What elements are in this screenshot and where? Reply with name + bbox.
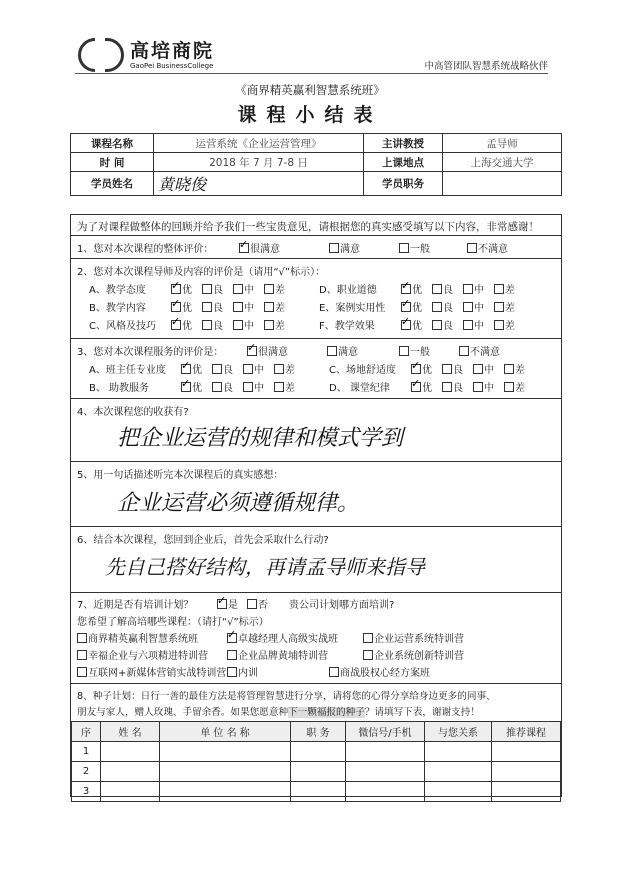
checkbox[interactable] [77, 650, 87, 660]
q1-opt-satisfied[interactable] [329, 240, 360, 255]
course-option[interactable] [227, 647, 328, 662]
logo [78, 38, 214, 72]
q1-text: 1、您对本次课程的整体评价： [77, 244, 214, 255]
checkbox[interactable] [202, 320, 212, 330]
checkbox-checked[interactable] [171, 302, 181, 312]
logo-name-en: GaoPei BusinessCollege [130, 61, 214, 70]
course-option-label: 幸福企业与六项精进特训营 [88, 651, 208, 662]
q3-row-d: D、 课堂纪律✓ 优 良 中 差 [329, 379, 525, 394]
course-option[interactable] [227, 664, 258, 679]
table-row [72, 742, 561, 762]
checkbox[interactable] [233, 320, 243, 330]
q2-row-f: F、教学效果✓ 优 良 中 差 [319, 317, 515, 332]
q7-sub: 您希望了解高培哪些课程：（请打“√”标示） [77, 617, 269, 628]
q2-text: 2、您对本次课程导师及内容的评价是（请用“√”标示）： [77, 267, 326, 278]
course-option-label: 内训 [238, 668, 258, 679]
q7-plan-text: 贵公司计划哪方面培训? [289, 600, 395, 611]
seed-col-header: 姓 名 [101, 722, 160, 742]
checkbox[interactable] [247, 599, 257, 609]
header-divider [75, 73, 548, 74]
time-label: 时 间 [71, 153, 154, 172]
q3-item-label: B、 助教服务 [89, 383, 150, 394]
q3-item-label: D、 课堂纪律 [329, 383, 390, 394]
q2-item-label: F、教学效果 [319, 321, 375, 332]
section-divider [71, 461, 561, 462]
checkbox[interactable] [473, 382, 483, 392]
q2-row-c: C、风格及技巧✓ 优 良 中 差 [89, 317, 285, 332]
q3-opt-label: 很满意 [258, 347, 288, 358]
table-row [72, 782, 561, 802]
seed-col-header: 职 务 [291, 722, 346, 742]
q7-text: 7、近期是否有培训计划？ [77, 600, 194, 611]
q1-opt-label: 满意 [340, 244, 360, 255]
checkbox[interactable] [399, 243, 409, 253]
course-option-label: 企业品牌黄埔特训营 [238, 651, 328, 662]
checkbox-checked[interactable] [411, 364, 421, 374]
course-option-label: 企业运营系统特训营 [374, 634, 464, 645]
student-name-label: 学员姓名 [71, 172, 154, 196]
checkbox[interactable] [274, 382, 284, 392]
course-option[interactable] [329, 664, 430, 679]
logo-name-cn: 高培商院 [130, 39, 215, 62]
q8-text-line1: 8、种子计划：日行一善的最佳方法是将管理智慧进行分享，请将您的心得分享给身边更多的同事、 [77, 691, 496, 702]
course-option[interactable] [363, 647, 464, 662]
q5-text: 5、用一句话描述听完本次课程后的真实感想： [77, 470, 284, 481]
q3-row-a: A、班主任专业度✓ 优 良 中 差 [89, 361, 295, 376]
q1-opt-label: 一般 [410, 244, 430, 255]
course-option-label: 企业系统创新特训营 [374, 651, 464, 662]
checkbox[interactable] [212, 364, 222, 374]
checkbox-checked[interactable] [401, 302, 411, 312]
course-option[interactable] [77, 647, 208, 662]
checkbox[interactable] [432, 302, 442, 312]
q1-opt-unsatisfied[interactable] [467, 240, 508, 255]
course-label: 课程名称 [71, 134, 154, 153]
seed-plan-table [71, 721, 561, 802]
q3-item-label: A、班主任专业度 [89, 365, 166, 376]
checkbox[interactable] [463, 284, 473, 294]
q3-opt-label: 不满意 [470, 347, 500, 358]
q1-opt-normal[interactable] [399, 240, 430, 255]
q3-opt-very[interactable] [247, 343, 288, 358]
q6-text: 6、结合本次课程，您回到企业后，首先会采取什么行动? [77, 535, 329, 546]
section-divider [71, 258, 561, 259]
course-option[interactable] [77, 630, 198, 645]
checkbox[interactable] [494, 284, 504, 294]
checkbox[interactable] [233, 302, 243, 312]
q3-text: 3、您对本次课程服务的评价是： [77, 347, 224, 358]
q4-answer[interactable]: 把企业运营的规律和模式学到 [117, 426, 404, 451]
q3-opt-label: 一般 [410, 347, 430, 358]
q2-item-label: D、职业道德 [319, 285, 377, 296]
checkbox-checked[interactable] [217, 599, 227, 609]
checkbox[interactable] [327, 346, 337, 356]
q1-opt-very[interactable] [239, 240, 280, 255]
q2-row-b: B、教学内容✓ 优 良 中 差 [89, 299, 285, 314]
student-name-value[interactable]: 黄晓俊 [154, 172, 364, 196]
q2-item-label: E、案例实用性 [319, 303, 386, 314]
time-value[interactable]: 2018 年 7 月 7-8 日 [154, 153, 364, 172]
checkbox[interactable] [264, 302, 274, 312]
checkbox[interactable] [227, 650, 237, 660]
checkbox[interactable] [494, 320, 504, 330]
checkbox[interactable] [473, 364, 483, 374]
course-option-label: 商战股权心经方案班 [340, 668, 430, 679]
q4-text: 4、本次课程您的收获有? [77, 407, 189, 418]
checkbox[interactable] [243, 382, 253, 392]
checkbox[interactable] [202, 284, 212, 294]
checkbox[interactable] [442, 364, 452, 374]
section-divider [71, 338, 561, 339]
checkbox[interactable] [264, 284, 274, 294]
course-option[interactable] [227, 630, 338, 645]
checkbox-checked[interactable] [181, 382, 191, 392]
q7-yes[interactable] [217, 596, 238, 611]
course-option-label: 商界精英赢利智慧系统班 [88, 634, 198, 645]
table-row [72, 762, 561, 782]
q3-row-b: B、 助教服务✓ 优 良 中 差 [89, 379, 295, 394]
q1-opt-label: 不满意 [478, 244, 508, 255]
checkbox[interactable] [363, 633, 373, 643]
q3-opt-satisfied[interactable] [327, 343, 358, 358]
q2-item-label: C、风格及技巧 [89, 321, 156, 332]
section-divider [71, 683, 561, 684]
q2-item-label: B、教学内容 [89, 303, 146, 314]
checkbox-checked[interactable] [239, 243, 249, 253]
teacher-value[interactable]: 孟导师 [443, 134, 562, 153]
checkbox[interactable] [463, 302, 473, 312]
q3-item-label: C、场地舒适度 [329, 365, 396, 376]
q2-row-a: A、教学态度✓ 优 良 中 差 [89, 281, 285, 296]
checkbox[interactable] [227, 667, 237, 677]
q7-no-label: 否 [258, 600, 268, 611]
q2-item-label: A、教学态度 [89, 285, 146, 296]
survey-form [70, 214, 562, 797]
program-subtitle: 《商界精英赢利智慧系统班》 [235, 83, 385, 97]
seed-row-index: 1 [72, 742, 101, 762]
checkbox-checked[interactable] [171, 284, 181, 294]
checkbox[interactable] [264, 320, 274, 330]
student-job-label: 学员职务 [364, 172, 443, 196]
place-value[interactable]: 上海交通大学 [443, 153, 562, 172]
section-divider [71, 398, 561, 399]
checkbox-checked[interactable] [171, 320, 181, 330]
seed-row-index: 2 [72, 762, 101, 782]
course-option-label: 互联网+新媒体营销实战特训营 [88, 668, 227, 679]
checkbox-checked[interactable] [401, 320, 411, 330]
q7-yes-label: 是 [228, 600, 238, 611]
checkbox[interactable] [432, 284, 442, 294]
section-divider [71, 235, 561, 236]
q2-row-e: E、案例实用性✓ 优 良 中 差 [319, 299, 515, 314]
course-option[interactable] [363, 630, 464, 645]
q7-no[interactable] [247, 596, 268, 611]
checkbox[interactable] [274, 364, 284, 374]
q3-opt-label: 满意 [338, 347, 358, 358]
seed-col-header: 微信号/手机 [346, 722, 425, 742]
checkbox[interactable] [459, 346, 469, 356]
course-option-label: 卓越经理人高级实战班 [238, 634, 338, 645]
seed-col-header: 单 位 名 称 [160, 722, 291, 742]
q6-answer[interactable]: 先自己搭好结构，再请孟导师来指导 [105, 555, 425, 579]
checkbox-checked[interactable] [227, 633, 237, 643]
checkbox-checked[interactable] [411, 382, 421, 392]
checkbox[interactable] [494, 302, 504, 312]
checkbox-checked[interactable] [401, 284, 411, 294]
seed-col-header: 与您关系 [425, 722, 492, 742]
q1-opt-label: 很满意 [250, 244, 280, 255]
checkbox-checked[interactable] [247, 346, 257, 356]
course-value[interactable]: 运营系统《企业运营管理》 [154, 134, 364, 153]
section-divider [71, 526, 561, 527]
logo-mark-icon [78, 38, 124, 72]
survey-intro: 为了对课程做整体的回顾并给予我们一些宝贵意见，请根据您的真实感受填写以下内容，非常感谢！ [77, 221, 539, 233]
tagline: 中高管团队智慧系统战略伙伴 [424, 61, 548, 72]
checkbox[interactable] [212, 382, 222, 392]
checkbox[interactable] [363, 650, 373, 660]
q3-row-c: C、场地舒适度✓ 优 良 中 差 [329, 361, 525, 376]
checkbox[interactable] [504, 364, 514, 374]
checkbox[interactable] [329, 243, 339, 253]
course-option[interactable] [77, 664, 226, 679]
seed-row-index: 3 [72, 782, 101, 802]
student-job-value[interactable] [443, 172, 562, 196]
q8-text-line2: 朋友与家人，赠人玫瑰、手留余香。如果您愿意种下一颗福报的种子？请填写下表，谢谢支持！ [77, 707, 480, 718]
q2-row-d: D、职业道德✓ 优 良 中 差 [319, 281, 515, 296]
checkbox[interactable] [329, 667, 339, 677]
checkbox[interactable] [467, 243, 477, 253]
seed-col-header: 推荐课程 [492, 722, 561, 742]
checkbox[interactable] [233, 284, 243, 294]
q3-opt-normal[interactable] [399, 343, 430, 358]
teacher-label: 主讲教授 [364, 134, 443, 153]
page-title: 课程小结表 [237, 104, 383, 126]
section-divider [71, 592, 561, 593]
checkbox[interactable] [202, 302, 212, 312]
checkbox[interactable] [77, 633, 87, 643]
checkbox[interactable] [504, 382, 514, 392]
place-label: 上课地点 [364, 153, 443, 172]
seed-col-header: 序 [72, 722, 101, 742]
checkbox[interactable] [442, 382, 452, 392]
course-info-table [70, 133, 562, 196]
q5-answer[interactable]: 企业运营必须遵循规律。 [117, 491, 360, 516]
checkbox[interactable] [399, 346, 409, 356]
checkbox[interactable] [463, 320, 473, 330]
q8-highlight: 下一颗福报的种子 [288, 707, 365, 718]
checkbox[interactable] [432, 320, 442, 330]
q3-opt-unsatisfied[interactable] [459, 343, 500, 358]
checkbox-checked[interactable] [181, 364, 191, 374]
checkbox[interactable] [77, 667, 87, 677]
checkbox[interactable] [243, 364, 253, 374]
